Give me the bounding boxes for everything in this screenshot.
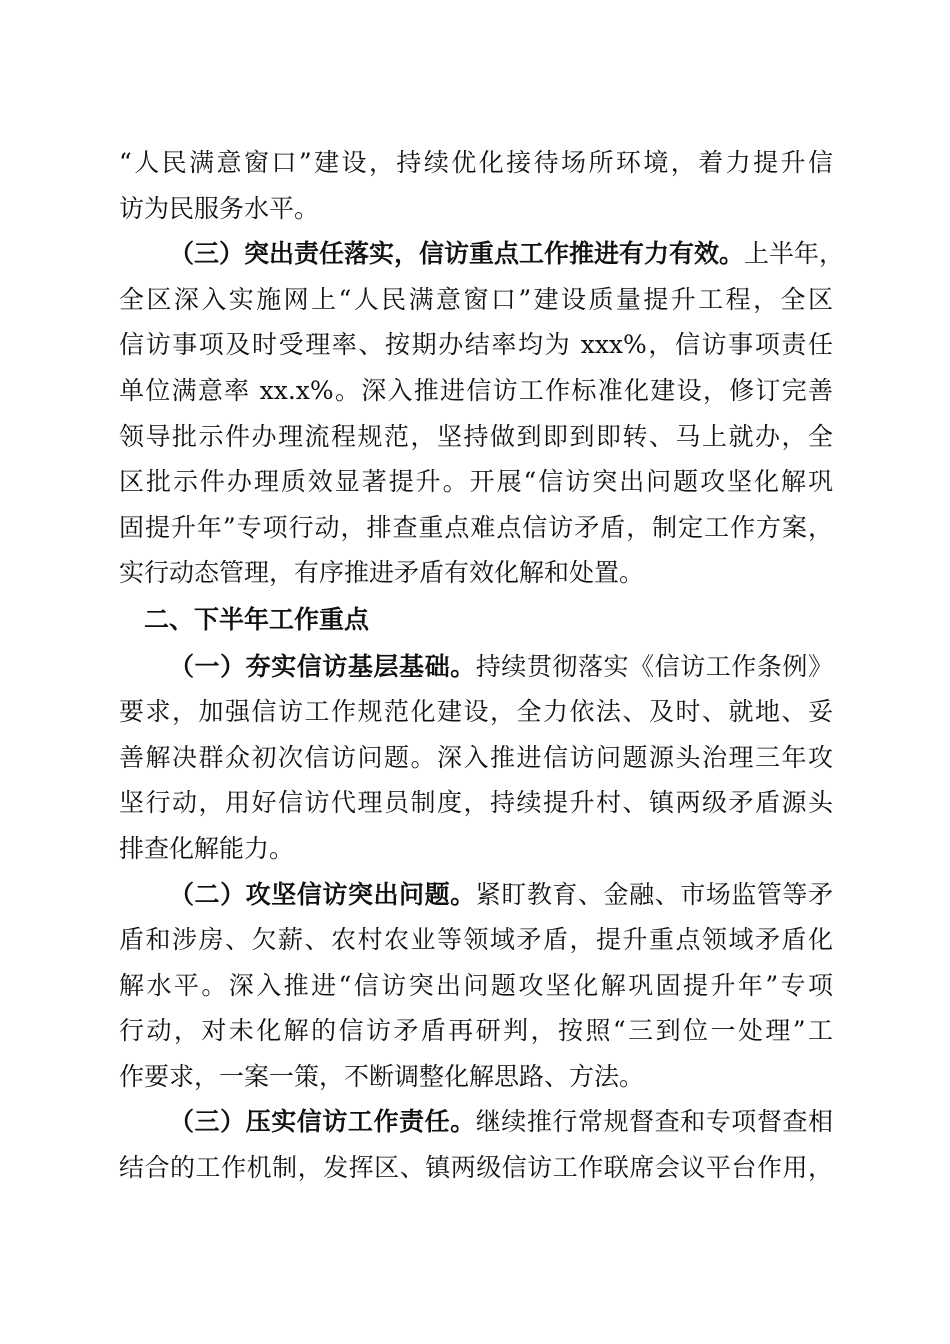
text-line: 作要求，一案一策，不断调整化解思路、方法。 [119, 1061, 645, 1091]
text-line [119, 1099, 833, 1145]
paragraph-lead: （三）突出责任落实，信访重点工作推进有力有效。 [169, 239, 745, 269]
text-line [119, 644, 833, 690]
paragraph-lead: （三）压实信访工作责任。 [169, 1107, 476, 1137]
paragraph-text: 上半年， [744, 239, 845, 269]
text-line: 盾和涉房、欠薪、农村农业等领域矛盾，提升重点领域矛盾化 [119, 925, 833, 955]
text-line: 信访事项及时受理率、按期办结率均为 xxx%，信访事项责任 [119, 330, 833, 360]
text-line: 全区深入实施网上“人民满意窗口”建设质量提升工程，全区 [119, 284, 833, 314]
text-line [119, 231, 845, 277]
paragraph-text: 继续推行常规督查和专项督查相 [475, 1107, 833, 1137]
text-line: 单位满意率 xx.x%。深入推进信访工作标准化建设，修订完善 [119, 375, 833, 405]
paragraph-responsibility-implementation [119, 231, 845, 596]
text-line: 坚行动，用好信访代理员制度，持续提升村、镇两级矛盾源头 [119, 788, 833, 818]
paragraph-grassroots-foundation [119, 644, 833, 872]
text-line: 固提升年”专项行动，排查重点难点信访矛盾，制定工作方案， [119, 512, 833, 542]
paragraph-lead: （一）夯实信访基层基础。 [169, 651, 476, 681]
document-body [119, 140, 845, 1191]
text-line: 行动，对未化解的信访矛盾再研判，按照“三到位一处理”工 [119, 1016, 833, 1046]
text-line [119, 872, 833, 918]
text-line: 善解决群众初次信访问题。深入推进信访问题源头治理三年攻 [119, 742, 833, 772]
paragraph-lead: （二）攻坚信访突出问题。 [169, 879, 476, 909]
paragraph-continuation [119, 140, 833, 231]
section-heading: 二、下半年工作重点 [144, 604, 370, 634]
text-line: 领导批示件办理流程规范，坚持做到即到即转、马上就办，全 [119, 421, 833, 451]
text-line: 访为民服务水平。 [119, 193, 320, 223]
paragraph-text: 紧盯教育、金融、市场监管等矛 [475, 879, 833, 909]
text-line: 解水平。深入推进“信访突出问题攻坚化解巩固提升年”专项 [119, 970, 833, 1000]
text-line: 区批示件办理质效显著提升。开展“信访突出问题攻坚化解巩 [119, 467, 833, 497]
paragraph-consolidate-responsibility [119, 1099, 833, 1190]
text-line: 排查化解能力。 [119, 833, 295, 863]
paragraph-tackle-prominent-issues [119, 872, 833, 1100]
text-line: 要求，加强信访工作规范化建设，全力依法、及时、就地、妥 [119, 697, 833, 727]
text-line: “人民满意窗口”建设，持续优化接待场所环境，着力提升信 [119, 148, 833, 177]
paragraph-text: 持续贯彻落实《信访工作条例》 [475, 651, 833, 681]
text-line: 实行动态管理，有序推进矛盾有效化解和处置。 [119, 558, 645, 588]
text-line: 结合的工作机制，发挥区、镇两级信访工作联席会议平台作用， [119, 1153, 833, 1183]
